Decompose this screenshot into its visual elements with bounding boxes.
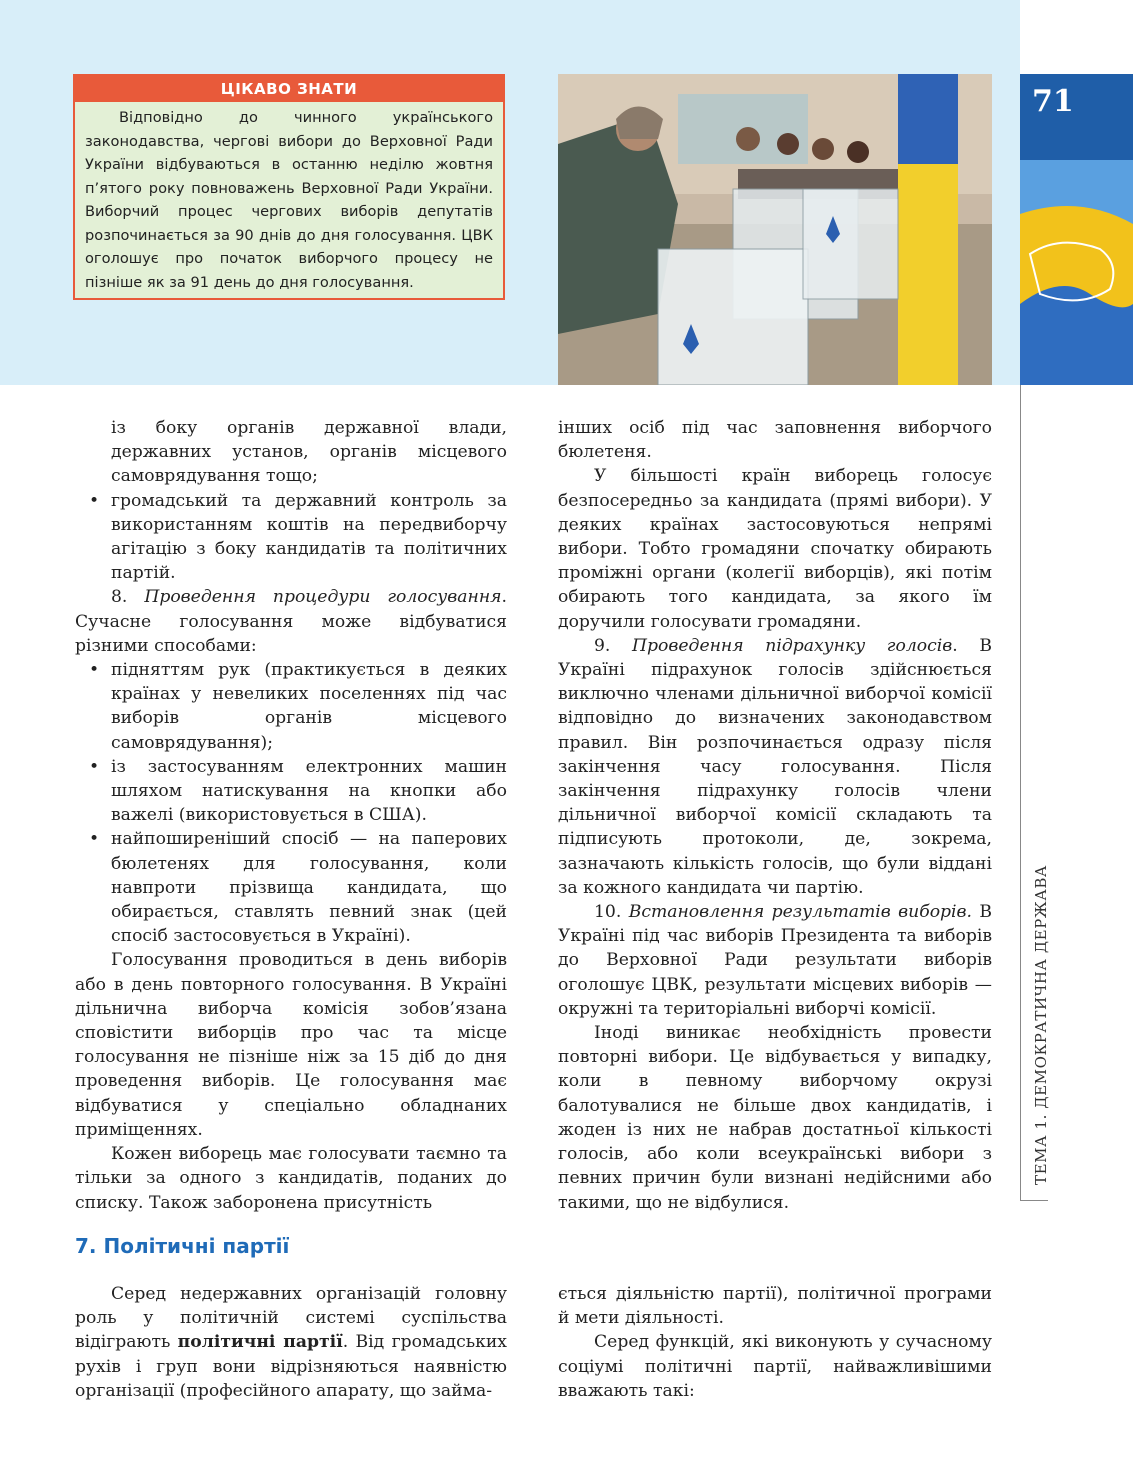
chapter-title: ТЕМА 1. ДЕМОКРАТИЧНА ДЕРЖАВА [1032,865,1050,1185]
secret-paragraph: Кожен виборець має голосувати таємно та тільки за одного з кандидатів, поданих до списку. Також заборонена присутність [75,1144,507,1213]
parties-continuation: ється діяльністю партії), політичної програми й мети діяльності. [558,1284,992,1329]
point-8: 8. Проведення процедури голосування. Сучасне голосування може відбуватися різними способами: [75,587,507,656]
right-continuation: інших осіб під час заповнення виборчого бюлетеня. [558,418,992,463]
right-column [558,416,992,1215]
parties-paragraph: Серед недержавних організацій головну роль у політичній системі суспільства відіграють політичні партії. Від громадських рухів і груп вони відрізняються наявністю організації (професійного апарату, що займа- [75,1284,507,1401]
ukraine-map-icon [1020,74,1133,385]
info-box-title: ЦІКАВО ЗНАТИ [75,76,503,102]
side-rule [1020,385,1021,1201]
section-heading: 7. Політичні партії [75,1234,290,1258]
info-box [73,74,505,300]
point-10: 10. Встановлення результатів виборів. В Україні під час виборів Президента та виборів до Верховної Ради результати виборів оголошує ЦВК, результати місцевих виборів — окружні та територіальні виборчі комісії. [558,902,992,1019]
list-item: • із застосуванням електронних машин шляхом натискування на кнопки або важелі (використовується в США). [75,755,507,828]
point-9: 9. Проведення підрахунку голосів. В Україні підрахунок голосів здійснюється виключно членами дільничної виборчої комісії відповідно до визначених законодавством правил. Він розпочинається одразу після закінчення часу голосування. Після закінчення підрахунку голосів члени дільничної виборчої комісії складають та підписують протоколи, де, зокрема, зазначають кількість голосів, що були віддані за кожного кандидата чи партію. [558,635,992,898]
repeat-elections-paragraph: Іноді виникає необхідність провести повторні вибори. Це відбувається у випадку, коли в певному виборчому окрузі балотувалися не більше двох кандидатів, і жоден із них не набрав достатньої кількості голосів, або коли всеукраїнські вибори з певних причин були визнані недійсними або такими, що не відбулися. [558,1023,992,1213]
election-photo [558,74,992,385]
parties-term: політичні партії [177,1332,343,1353]
point-8-title: Проведення процедури голосування [144,587,502,608]
side-rule-end [1020,1200,1048,1201]
side-tab [1020,74,1133,385]
ballot-box-photo-illustration [558,74,992,385]
control-bullet-list [75,489,507,586]
info-box-text: Відповідно до чинного українського законодавства, чергові вибори до Верховної Ради України відбуваються в останню неділю жовтня п’ятого року повноважень Верховної Ради України. Виборчий процес чергових виборів депутатів розпочинається за 90 днів до дня голосування. ЦВК оголошує про початок виборчого процесу не пізніше як за 91 день до дня голосування. [85,109,493,291]
direct-elections-paragraph: У більшості країн виборець голосує безпосередньо за кандидата (прямі вибори). У деяких країнах застосовуються непрямі вибори. Тобто громадяни спочатку обирають проміжні органи (колегії виборців), які потім обирають того кандидата, за якого їм доручили голосувати громадяни. [558,466,992,632]
section7-right-column [558,1282,992,1403]
functions-paragraph: Серед функцій, які виконують у сучасному соціумі політичні партії, найважливішими вважають такі: [558,1332,992,1401]
voting-methods-list [75,658,507,948]
point-10-title: Встановлення результатів виборів. [628,902,973,923]
page-number: 71 [1032,84,1074,119]
section7-left-column [75,1282,507,1403]
point-9-title: Проведення підрахунку голосів [632,635,953,656]
left-continuation: із боку органів державної влади, державних установ, органів місцевого самоврядування тощо; [111,418,507,487]
left-column [75,416,507,1215]
list-item: • громадський та державний контроль за використанням коштів на передвиборчу агітацію з боку кандидатів та політичних партій. [75,489,507,586]
list-item: • найпоширеніший спосіб — на паперових бюлетенях для голосування, коли навпроти прізвища кандидата, що обирається, ставлять певний знак (цей спосіб застосовується в Україні). [75,827,507,948]
list-item: • підняттям рук (практикується в деяких країнах у невеликих поселеннях під час виборів органів місцевого самоврядування); [75,658,507,755]
voting-paragraph: Голосування проводиться в день виборів або в день повторного голосування. В Україні дільнична виборча комісія зобов’язана сповістити виборців про час та місце голосування не пізніше ніж за 15 діб до дня проведення виборів. Це голосування має відбуватися у спеціально обладнаних приміщеннях. [75,950,507,1140]
